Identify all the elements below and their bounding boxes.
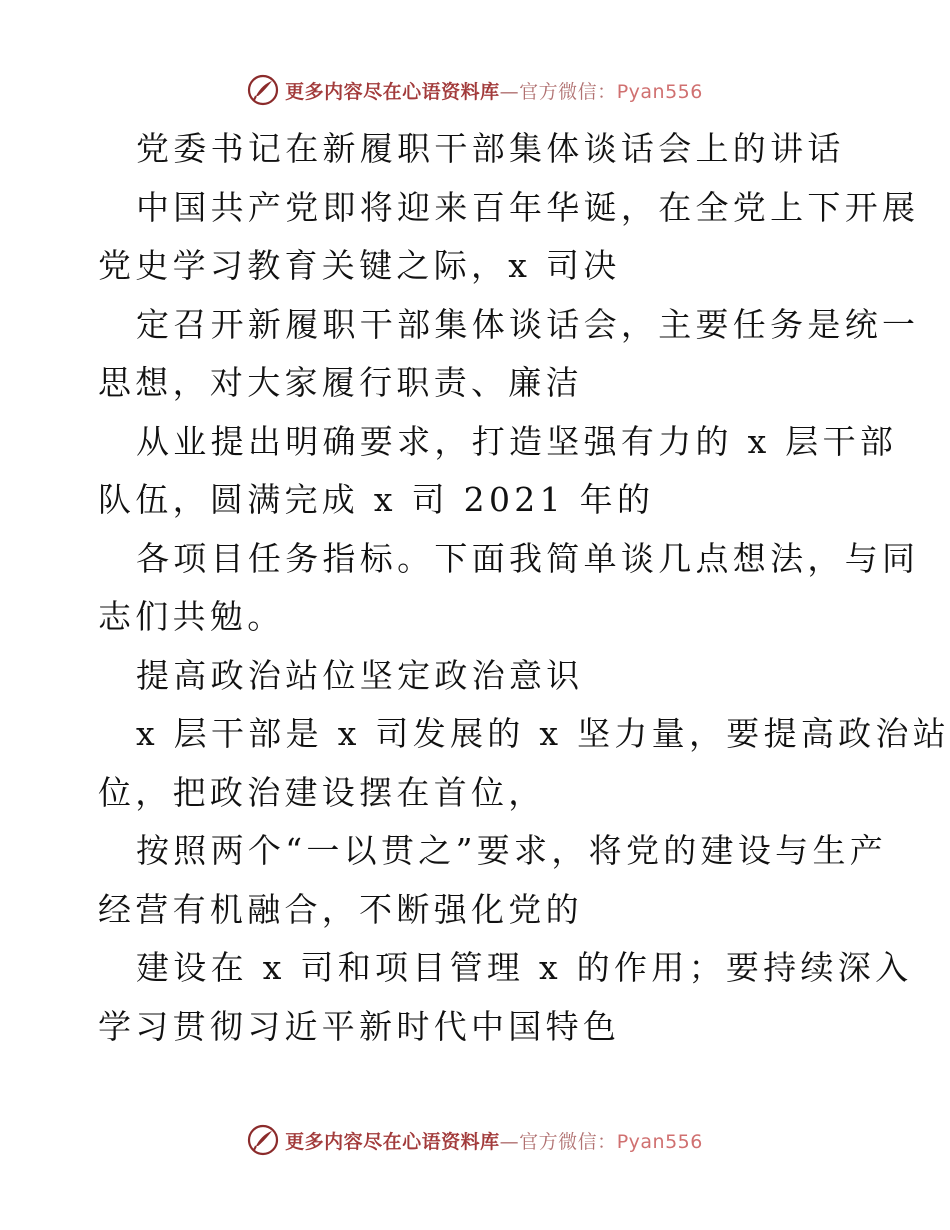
document-line: 建设在 x 司和项目管理 x 的作用；要持续深入 bbox=[136, 948, 913, 987]
document-line: 从业提出明确要求，打造坚强有力的 x 层干部 bbox=[136, 421, 898, 461]
header-banner-text bbox=[285, 77, 703, 104]
banner-main-text: 更多内容尽在心语资料库 bbox=[285, 1130, 500, 1153]
banner-separator: — bbox=[499, 1130, 520, 1153]
banner-wechat-id: Pyan556 bbox=[616, 80, 703, 103]
document-line: 队伍，圆满完成 x 司 2021 年的 bbox=[98, 480, 655, 519]
quill-logo-icon bbox=[247, 1124, 279, 1156]
document-line: 中国共产党即将迎来百年华诞，在全党上下开展 bbox=[136, 187, 920, 227]
banner-separator: — bbox=[499, 80, 520, 103]
document-line: 经营有机融合，不断强化党的 bbox=[98, 889, 583, 929]
document-line: 提高政治站位坚定政治意识 bbox=[136, 655, 584, 695]
document-body bbox=[98, 120, 950, 1056]
banner-wechat-id: Pyan556 bbox=[616, 1130, 703, 1153]
document-line: 位，把政治建设摆在首位， bbox=[98, 772, 546, 812]
document-line: 思想，对大家履行职责、廉洁 bbox=[98, 363, 583, 402]
document-line: 按照两个“一以贯之”要求，将党的建设与生产 bbox=[136, 831, 888, 870]
document-line: 各项目任务指标。下面我简单谈几点想法，与同 bbox=[136, 538, 920, 578]
footer-banner-text bbox=[285, 1127, 703, 1154]
banner-main-text: 更多内容尽在心语资料库 bbox=[285, 80, 500, 103]
quill-logo-icon bbox=[247, 74, 279, 106]
footer-banner bbox=[0, 1120, 950, 1160]
banner-label: 官方微信： bbox=[519, 1130, 617, 1153]
document-line: 党委书记在新履职干部集体谈话会上的讲话 bbox=[136, 129, 845, 168]
document-line: 党史学习教育关键之际，x 司决 bbox=[98, 246, 621, 285]
banner-label: 官方微信： bbox=[519, 80, 617, 103]
document-line: x 层干部是 x 司发展的 x 坚力量，要提高政治站 bbox=[136, 714, 950, 753]
document-line: 志们共勉。 bbox=[98, 597, 285, 636]
document-line: 学习贯彻习近平新时代中国特色 bbox=[98, 1006, 621, 1046]
header-banner bbox=[0, 70, 950, 110]
document-line: 定召开新履职干部集体谈话会，主要任务是统一 bbox=[136, 304, 920, 344]
